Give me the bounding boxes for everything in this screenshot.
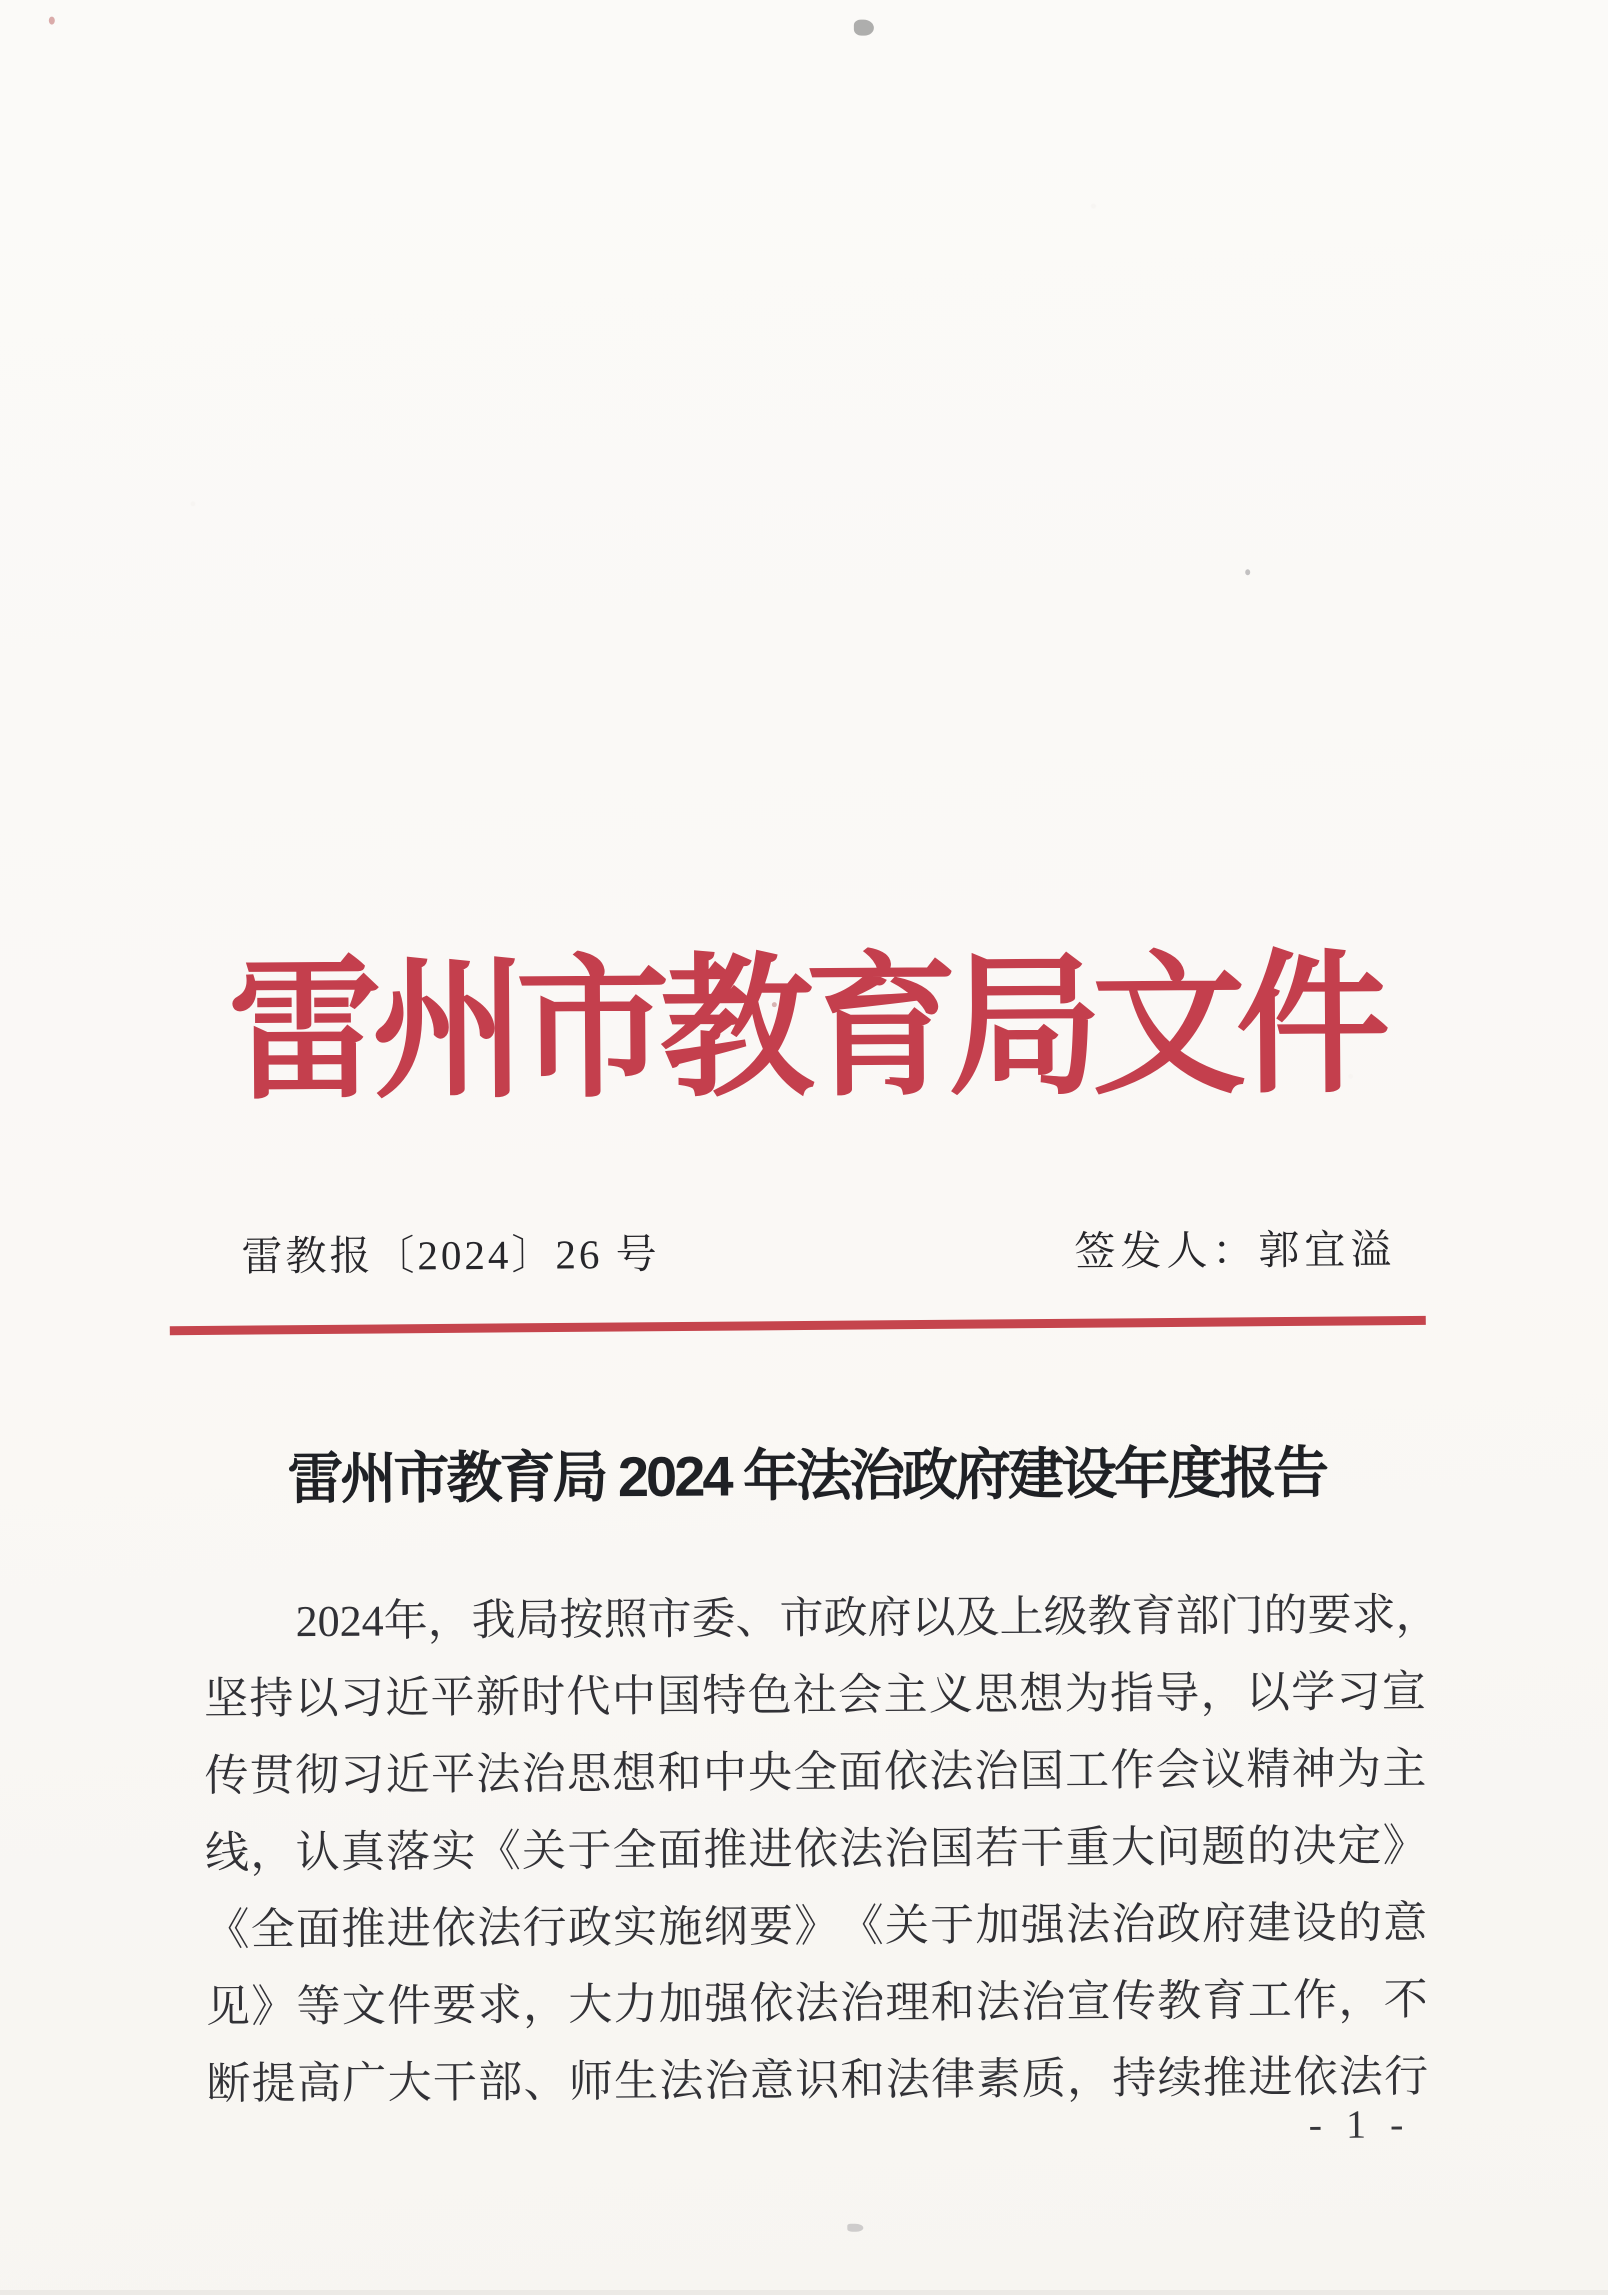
- issuer-name: 签发人：郭宜溢: [1074, 1226, 1397, 1275]
- body-line: 坚 持 以 习 近 平 新 时 代 中 国 特 色 社 会 主 义 思 想 为 指 导 ， 以 学 习 宣: [203, 1667, 1426, 1724]
- paper-smudge: [854, 20, 874, 36]
- paper-speck: [1245, 569, 1250, 575]
- document-meta-row: [241, 1216, 1396, 1282]
- paper-speck: [49, 17, 55, 25]
- agency-masthead-title: 雷州市教育局文件: [227, 941, 1381, 1119]
- body-line: 见 》 等 文 件 要 求 ， 大 力 加 强 依 法 治 理 和 法 治 宣 传 教 育 工 作 ， 不: [205, 1975, 1428, 2032]
- paper-speck: [772, 1002, 777, 1007]
- report-title: 雷州市教育局 2024 年法治政府建设年度报告: [287, 1440, 1327, 1511]
- page-number: - 1 -: [1308, 2101, 1411, 2147]
- body-line: 《 全 面 推 进 依 法 行 政 实 施 纲 要 》 《 关 于 加 强 法 治 政 府 建 设 的 意: [205, 1898, 1428, 1955]
- body-paragraph: [203, 1590, 1440, 2136]
- body-line: 断 提 高 广 大 干 部 、 师 生 法 治 意 识 和 法 律 素 质 ， 持 续 推 进 依 法 行: [206, 2052, 1429, 2109]
- body-line: 传 贯 彻 习 近 平 法 治 思 想 和 中 央 全 面 依 法 治 国 工 作 会 议 精 神 为 主: [204, 1744, 1427, 1801]
- red-separator-line: [170, 1316, 1426, 1335]
- body-line: 线 ， 认 真 落 实 《 关 于 全 面 推 进 依 法 治 国 若 干 重 大 问 题 的 决 定 》: [204, 1821, 1427, 1878]
- body-line: 2024 年 ， 我 局 按 照 市 委 、 市 政 府 以 及 上 级 教 育 部 门 的 要 求 ，: [295, 1590, 1440, 1647]
- paper-smudge: [847, 2224, 863, 2232]
- document-number: 雷教报〔2024〕26 号: [241, 1230, 660, 1280]
